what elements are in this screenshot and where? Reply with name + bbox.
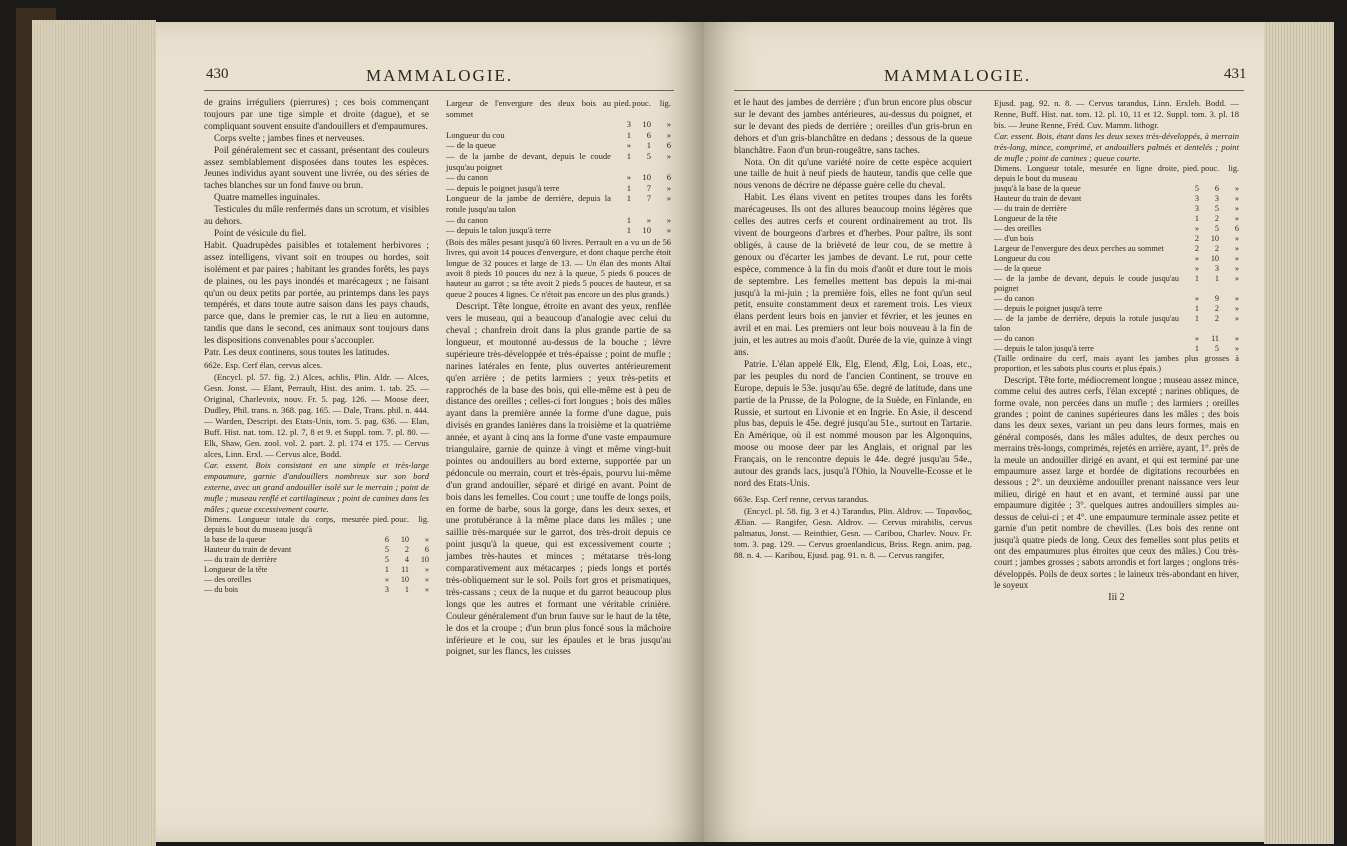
row-label: — du train de derrière [994,204,1067,213]
row-value: » [1234,234,1239,243]
row-value: » [1194,294,1199,303]
left-page [156,22,704,842]
row-value: 1 [626,214,631,225]
table-header: Dimens. Longueur totale, mesurée en ligne droite, depuis le bout du museau [994,164,1179,183]
row-value: 3 [1194,204,1199,213]
table-row [994,184,1239,194]
row-value: 10 [400,574,409,584]
row-value: » [424,534,429,544]
table-header: Largeur de l'envergure des deux bois au sommet [446,98,611,119]
row-value: 1 [626,225,631,236]
row-value: 6 [424,544,429,554]
row-value: » [1194,264,1199,273]
row-value: 1 [1194,274,1199,283]
row-label: — depuis le poignet jusqu'à terre [446,182,560,193]
note: (Taille ordinaire du cerf, mais ayant les jambes plus grosses à proportion, et les sabots plus courts et plus épais.) [994,354,1239,374]
running-header: MAMMALOGIE. [884,66,1032,85]
row-value: » [384,574,389,584]
row-label: Hauteur du train de devant [994,194,1082,203]
row-value: » [424,574,429,584]
signature-mark: Iii 2 [1108,591,1125,603]
row-value: 1 [626,129,631,140]
row-value: » [1234,184,1239,193]
row-value: 3 [384,584,389,594]
row-value: 3 [1214,194,1219,203]
row-value: 11 [401,564,409,574]
table-row [994,234,1239,244]
running-header: MAMMALOGIE. [366,66,514,85]
row-value: 1 [1194,304,1199,313]
table-row [446,172,671,183]
table-row [204,585,429,595]
row-label: — de la queue [446,140,496,151]
table-row [446,225,671,236]
paragraph: Descript. Tête longue, étroite en avant des yeux, renflée vers le museau, qui a beaucoup d'analogie avec celui du cheval ; chanfrein droit dans la plus grande partie de sa longueur, et moutonné au-dessus de la bouche ; lèvre supérieure très-développée et très-épaisse ; point de mufle ; narines latérales en fente, plus ouvertes antérieurement qu'en arrière ; de petits larmiers ; yeux très-petits et rapprochés de la base des bois, qui elle-même est à peu de distance des oreilles ; celles-ci fort longues ; bois des mâles ayant dans la première année la forme d'une dague, puis divisés en grandes lanières dans la troisième et la quatrième année, et ayant à cinq ans la forme d'une vaste empaumure triangulaire, garnie de quinze à vingt et même vingt-huit pointes ou andouillers au bord externe, supportée par un pédoncule ou merrain, court et très-épais, pourvu lui-même d'un grand andouiller, séparé et dirigé en avant. Point de bois dans les femelles. Cou court ; une touffe de longs poils, en forme de barbe, sous la gorge, dans les deux sexes, et une protubérance à la même place dans les mâles ; une saillie très-marquée sur le garrot, dos très-droit depuis ce point jusqu'à la queue, qui est excessivement courte ; jambes très-hautes et minces ; métatarse très-long comparativement aux métacarpes ; pieds longs et portés très-obliquement sur le sol. Poils fort gros et prismatiques, très-cassans ; ceux de la nuque et du garrot beaucoup plus longs que les autres et formant une véritable crinière. Couleur généralement d'un brun fauve sur le haut de la tête, le dos et la croupe ; d'un brun plus foncé sous la mâchoire inférieure et le cou, sur les épaules et le bras jusqu'au poignet, sur les flancs, les cuisses [446,302,671,658]
row-value: 7 [646,193,651,204]
paragraph: Patr. Les deux continens, sous toutes les latitudes. [204,348,390,359]
row-value: » [666,182,671,193]
row-value: » [1194,334,1199,343]
table-row [204,545,429,555]
row-label: — d'un bois [994,234,1034,243]
table-row [994,314,1239,334]
note: (Bois des mâles pesant jusqu'à 60 livres. Perrault en a vu un de 56 livres, qui avoit 14 pouces d'envergure, et dont chaque perche étoit longue de 32 pouces et large de 13. — Un élan des monts Altaï avoit 8 pieds 10 pouces du nez à la queue, 5 pieds 6 pouces de hauteur au garrot ; sa tête avoit 2 pieds 5 pouces de hauteur, et sa queue 2 pouces 4 lignes. Ce n'étoit pas encore un des plus grands.) [446,237,671,299]
row-value: 6 [384,534,389,544]
row-value: 5 [646,150,651,161]
open-book [16,0,1334,846]
paragraph: Corps svelte ; jambes fines et nerveuses. [214,133,365,144]
row-value: 11 [1211,334,1219,343]
row-label: — des oreilles [204,574,252,584]
row-value: » [626,172,631,183]
left-column-1 [204,98,429,595]
row-value: » [424,564,429,574]
row-value: » [1234,194,1239,203]
table-row [994,194,1239,204]
table-row [994,264,1239,274]
row-value: 1 [384,564,389,574]
row-value: » [1234,334,1239,343]
row-value: 4 [404,554,409,564]
row-label: Longueur du cou [994,254,1050,263]
row-value: 6 [1234,224,1239,233]
table-row [446,130,671,141]
table-header: pouc. [1201,164,1219,173]
row-label: — du canon [994,294,1035,303]
row-value: » [1234,254,1239,263]
row-value: » [1234,294,1239,303]
right-page [704,22,1264,842]
table-header: pied. [372,514,389,524]
row-label: — des oreilles [994,224,1042,233]
row-value: 1 [626,150,631,161]
row-value: » [424,584,429,594]
row-value: 2 [404,544,409,554]
synonymy: Ejusd. pag. 92. n. 8. — Cervus tarandus, Linn. Erxleb. Bodd. — Renne, Buff. Hist. nat. tom. 12. pl. 10, 11 et 12. Suppl. tom. 3. pl. 18 bis. — Jeune Renne, Fréd. Cuv. Mamm. lithogr. [994,98,1239,130]
paragraph: Poil généralement sec et cassant, présentant des couleurs assez semblablement disposées dans toutes les espèces. Jeunes individus ayant souvent une livrée, ou des séries de taches blanches sur un fond fauve ou brun. [204,145,429,192]
row-label: Longueur de la tête [204,564,268,574]
row-value: » [1234,314,1239,323]
row-value: 5 [1214,344,1219,353]
paragraph: Habit. Les élans vivent en petites troupes dans les forêts marécageuses. Ils ont des allures beaucoup moins légères que celles des autres cerfs et courent ordinairement au trot. Ils vivent de bourgeons d'arbres et d'herbes. Pour paître, ils sont obligés, à cause de la brièveté de leur cou, de se mettre à genoux ou d'écarter les jambes de devant. Le rut, pour cette espèce, commence à la fin du mois d'août et dure tout le mois de septembre. Les femelles mettent bas depuis la mi-mai jusqu'à la mi-juin ; la première fois, elles ne font qu'un seul petit, ensuite constamment deux et rarement trois. Les vieux élans perdent leurs bois en janvier et février, et les jeunes en avril et en mai. Les premiers ont leur bois nouveau à la fin de juin, et les autres au mois d'août. Durée de la vie, quinze à vingt ans. [734,193,972,359]
row-value: 6 [1214,184,1219,193]
dimensions-table [994,164,1239,354]
right-column-2 [994,98,1239,603]
table-row [994,334,1239,344]
table-row [204,555,429,565]
row-label: Longueur de la tête [994,214,1058,223]
row-value: » [666,129,671,140]
paragraph: Point de vésicule du fiel. [214,228,307,239]
row-value: 1 [1194,314,1199,323]
paragraph: Habit. Quadrupèdes paisibles et totalement herbivores ; assez intelligens, vivant soit en troupes ou hordes, soit isolément et par paires ; habitant les grandes forêts, les pays de plaines, ou les pays inondés et marécageux ; ne faisant qu'un ou deux petits par portée, au printemps dans les pays tempérés, et dans toute autre saison dans les pays chauds, parce que, dans le premier cas, le rut a lieu en automne, tandis que dans le second, ces animaux sont toujours dans les dispositions convenables pour s'accoupler. [204,240,429,347]
paragraph: de grains irréguliers (pierrures) ; ces bois commençant toujours par une tige simple et droite (dague), et se compliquant souvent ensuite d'andouillers et d'empaumures. [204,98,429,132]
row-label [446,119,611,130]
row-label: — du canon [994,334,1035,343]
row-value: 6 [666,140,671,151]
row-label: jusqu'à la base de la queue [994,184,1081,193]
table-row [446,183,671,194]
table-row [446,151,671,172]
row-value: 5 [1214,204,1219,213]
row-value: » [1234,344,1239,353]
row-value: » [1234,274,1239,283]
species-heading: 662e. Esp. Cerf élan, cervus alces. [204,359,323,370]
row-value: » [1234,304,1239,313]
row-value: 1 [626,182,631,193]
row-label: — de la jambe de derrière, depuis la rotule jusqu'au talon [994,314,1179,333]
row-label: — de la jambe de devant, depuis le coude jusqu'au poignet [994,274,1179,293]
paragraph: Nota. On dit qu'une variété noire de cette espèce acquiert une taille de huit à neuf pieds de hauteur, tandis que celle que nous venons de décrire ne dépasse guère celle du cheval. [734,157,972,192]
table-row [446,193,671,214]
table-row [994,294,1239,304]
row-value: » [666,193,671,204]
row-value: 5 [384,544,389,554]
row-label: Largeur de l'envergure des deux perches au sommet [994,244,1164,253]
row-value: 10 [1210,254,1219,263]
table-row [994,224,1239,234]
row-value: » [1194,254,1199,263]
row-value: 10 [642,172,651,183]
table-row [994,304,1239,314]
paragraph: Quatre mamelles inguinales. [214,193,321,204]
paragraph: Patrie. L'élan appelé Elk, Elg, Elend, Ælg, Loi, Loas, etc., par les peuples du nord de l'ancien Continent, se trouve en Europe, depuis le 53e. jusqu'au 65e. degré de latitude, dans une partie de la Prusse, de la Pologne, de la Suède, en Finlande, en Russie, et surtout en Livonie et en Ingrie. En Asie, il descend plus bas, depuis le 45e. degré jusqu'au 51e., surtout en Tartarie. En Amérique, où il est nommé mouson par les Algonquins, moose ou moose deer par les Anglais, et orignal par les Français, on le rencontre depuis le 44e. degré jusqu'au 54e., autour des grands lacs, jusqu'à l'Ohio, la Nouvelle-Ecosse et le nord des Etats-Unis. [734,359,972,489]
page-number: 430 [206,66,229,82]
row-label: — du bois [204,584,239,594]
table-row [994,254,1239,264]
table-row [994,344,1239,354]
row-value: 10 [642,225,651,236]
row-value: 6 [666,172,671,183]
header-rule [734,90,1244,91]
row-label: — du canon [446,214,489,225]
row-value: 2 [1214,244,1219,253]
row-label: — depuis le talon jusqu'à terre [446,225,551,236]
paragraph: Testicules du mâle renfermés dans un scrotum, et visibles au dehors. [204,205,429,228]
row-value: 1 [1194,214,1199,223]
row-value: 2 [1194,244,1199,253]
row-value: » [626,140,631,151]
header-rule [204,90,674,91]
paragraph: et le haut des jambes de derrière ; d'un brun encore plus obscur sur le devant des jambes antérieures, au-dessus du poignet, et sur le devant des pieds de derrière ; oreilles d'un gris-brun en dehors et d'un gris-blanchâtre en dedans ; dessous de la queue blanchâtre. Faon d'un brun-rougeâtre, sans taches. [734,98,972,156]
synonymy: (Encycl. pl. 58. fig. 3 et 4.) Tarandus, Plin. Aldrov. — Ταρανδος, Ælian. — Rangifer, Gesn. Aldrov. — Cervus mirabilis, cervus palmatus, Jonst. — Reinthier, Gesn. — Caribou, Charlev. Nouv. Fr. tom. 3. pag. 129. — Cervus groenlandicus, Briss. Regn. anim. pag. 88. n. 4. — Karibou, Ejusd. pag. 91. n. 8. — Cervus rangifer, [734,505,972,560]
row-value: » [1234,264,1239,273]
right-column-1 [734,98,972,561]
row-value: 2 [1214,214,1219,223]
row-value: 1 [626,193,631,204]
row-label: Hauteur du train de devant [204,544,292,554]
table-row [446,140,671,151]
row-value: 10 [642,119,651,130]
table-header: pied. [1182,164,1199,173]
row-value: 1 [1194,344,1199,353]
row-label: — du canon [446,172,489,183]
row-value: 2 [1194,234,1199,243]
row-value: 5 [1214,224,1219,233]
row-label: la base de la queue [204,534,266,544]
row-value: 3 [1214,264,1219,273]
row-value: » [646,214,651,225]
row-value: 10 [420,554,429,564]
table-header: pouc. [391,514,409,524]
paragraph: Descript. Tête forte, médiocrement longue ; museau assez mince, comme celui des autres cerfs, l'élan excepté ; narines obliques, de forme ovale, non percées dans un mufle ; des larmiers ; oreilles grandes ; point de canines supérieures dans les mâles ; des bois dans les deux sexes, variant un peu dans leurs formes, mais en général composés, dans les mâles adultes, de deux perches ou merrains très-longs, comprimés, rejetés en arrière, ayant, 1°. près de la meule un andouiller dirigé en avant, et qui est terminé par une empaumure assez large et bordée de digitations recourbées en dessous ; 2°. un deuxième andouiller prenant naissance vers leur milieu, dirigé en haut et en avant, et terminé aussi par une empaumure digitée ; 3°. quelques autres andouillers simples au-dessus de celui-ci ; et 4°. une empaumure terminale assez petite et garnie d'un petit nombre de chevilles. (Les bois des renne ont jusqu'à quatre pieds de long. Ceux des femelles sont plus petits et ont des empaumures plus étroites que ceux des mâles.) Cou très-court ; jambes grosses ; sabots arrondis et fort larges ; onglons très-développés. Poils de deux sortes ; le laineux très-abondant en hiver, le soyeux [994,374,1240,591]
row-value: » [666,225,671,236]
row-value: 5 [1194,184,1199,193]
row-value: 2 [1214,304,1219,313]
table-row [204,575,429,585]
row-value: 9 [1214,294,1219,303]
row-value: 2 [1214,314,1219,323]
table-row [204,565,429,575]
table-header: pied. [614,98,631,108]
row-value: 6 [646,129,651,140]
left-column-2 [446,98,671,659]
row-value: 3 [1194,194,1199,203]
row-value: 7 [646,182,651,193]
row-label: Longueur du cou [446,129,505,140]
table-header: lig. [418,514,429,524]
dimensions-table [446,98,671,236]
row-value: » [1234,244,1239,253]
row-value: » [666,150,671,161]
row-label: — depuis le poignet jusqu'à terre [994,304,1103,313]
row-label: — de la queue [994,264,1042,273]
row-value: » [1234,214,1239,223]
page-edges-right [1264,22,1334,844]
row-value: 1 [1214,274,1219,283]
table-row [204,535,429,545]
row-value: » [666,214,671,225]
essential-characters: Car. essent. Bois, étant dans les deux sexes très-développés, à merrain très-long, mince, comprimé, et andouillers palmés et dentelés ; point de mufle ; point de canines ; queue courte. [994,131,1239,163]
row-label: Longueur de la jambe de derrière, depuis la rotule jusqu'au talon [446,193,611,214]
table-header: Dimens. Longueur totale du corps, mesurée depuis le bout du museau jusqu'à [204,514,369,534]
page-edges-left [32,20,156,846]
row-value: 10 [1210,234,1219,243]
row-value: 3 [626,119,631,130]
table-header: lig. [659,98,671,108]
row-label: — depuis le talon jusqu'à terre [994,344,1094,353]
row-value: 10 [400,534,409,544]
table-header: pouc. [632,98,651,108]
row-value: 1 [404,584,409,594]
essential-characters: Car. essent. Bois consistant en une simple et très-large empaumure, garnie d'andouillers nombreux sur son bord externe, avec un grand andouiller isolé sur le merrain ; point de mufle ; museau renflé et cartilagineux ; point de canines dans les mâles ; queue excessivement courte. [204,459,429,514]
row-label: — du train de derrière [204,554,277,564]
table-row [994,204,1239,214]
row-label: — de la jambe de devant, depuis le coude jusqu'au poignet [446,150,611,172]
row-value: » [666,119,671,130]
row-value: » [1194,224,1199,233]
table-row [994,244,1239,254]
row-value: 1 [646,140,651,151]
species-heading: 663e. Esp. Cerf renne, cervus tarandus. [734,493,869,504]
synonymy: (Encycl. pl. 57. fig. 2.) Alces, achlis, Plin. Aldr. — Alces, Gesn. Jonst. — Elant, Perrault, Hist. des anim. 1. tab. 25. — Original, Charlevoix, nouv. Fr. 5. pag. 126. — Moose deer, Dudley, Phil. trans. n. 368. pag. 165. — Dale, Trans. phil. n. 444. — Warden, Descript. des Etats-Unis, tom. 5. pag. 636. — Elan, Buff. Hist. nat. tom. 12. pl. 7, 8 et 9. et Suppl. tom. 7. pl. 80. — Elk, Shaw, Gen. zool. vol. 2. part. 2. pl. 174 et 175. — Cervus alces, Linn. Erxl. — Cervus alce, Bodd. [204,371,429,459]
row-value: » [1234,204,1239,213]
page-number: 431 [1224,66,1247,82]
table-row [994,214,1239,224]
table-row [994,274,1239,294]
table-row [446,215,671,226]
dimensions-table [204,515,429,595]
table-row [446,119,671,130]
row-value: 5 [384,554,389,564]
table-header: lig. [1228,164,1239,173]
